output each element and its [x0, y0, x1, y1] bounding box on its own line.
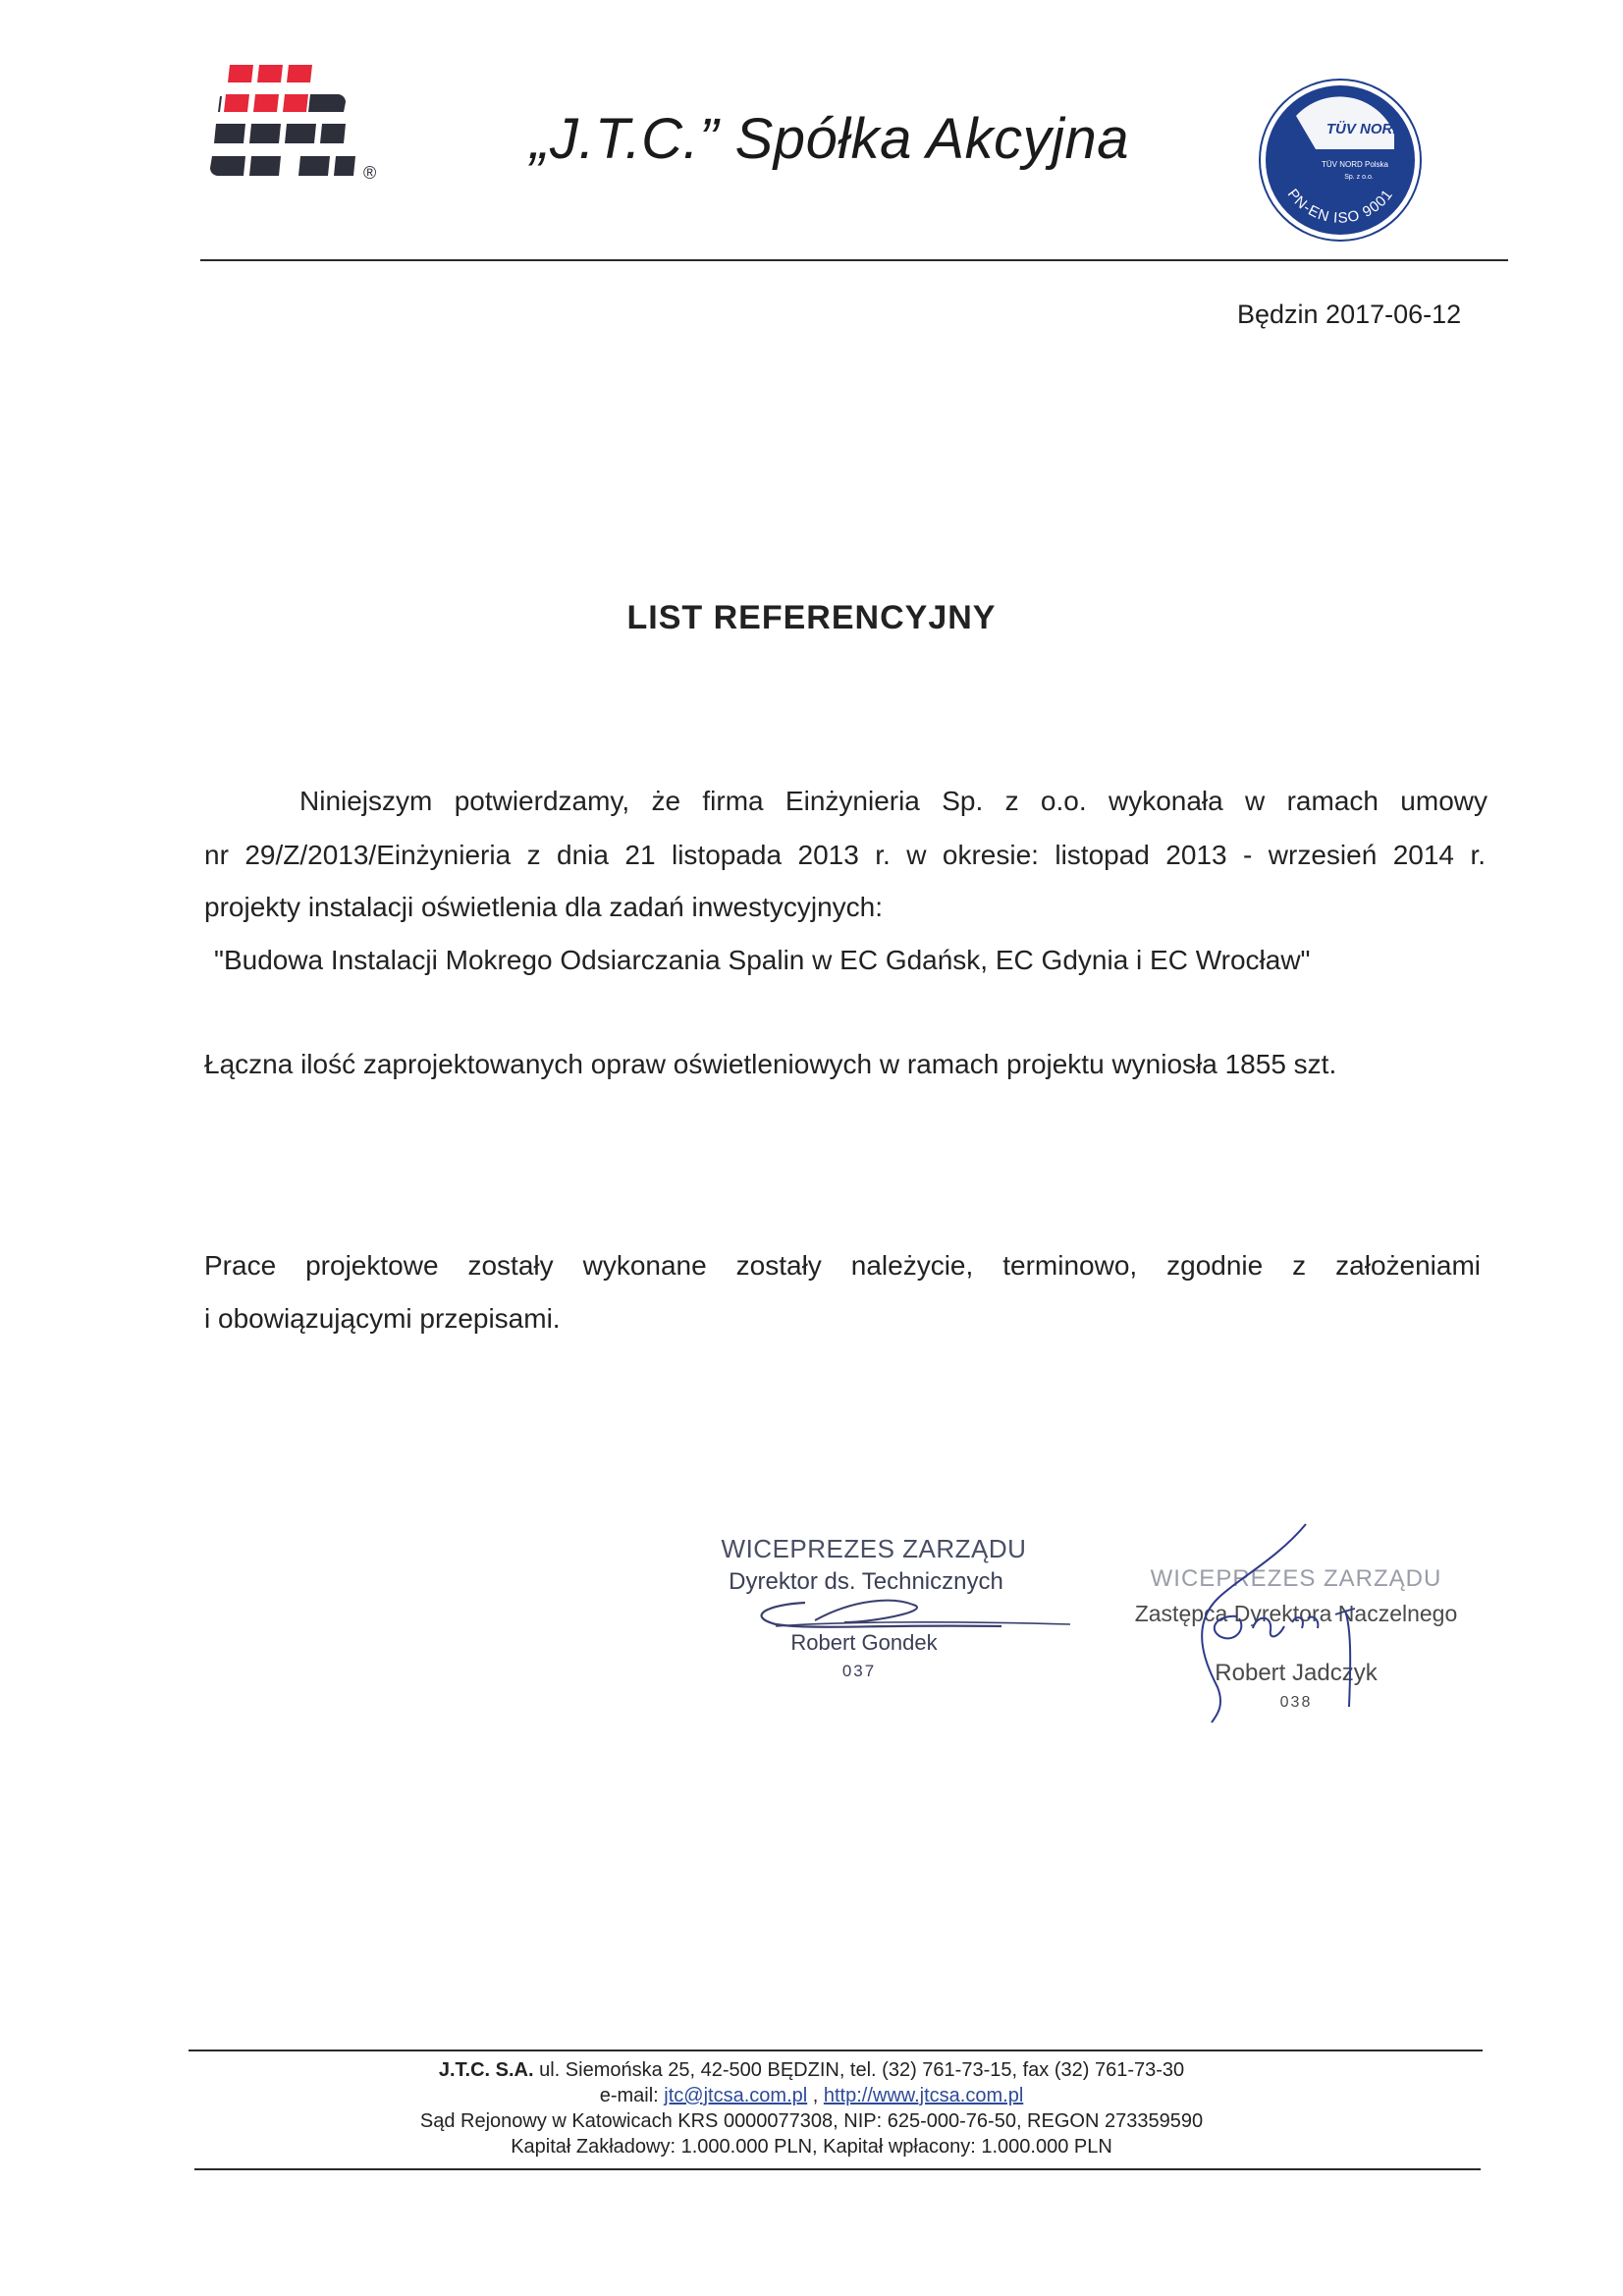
body-paragraph-1-line-3: projekty instalacji oświetlenia dla zadań inwestycyjnych:: [204, 892, 884, 922]
company-name: „J.T.C.” Spółka Akcyjna: [530, 107, 1129, 171]
footer-contact-line: [0, 2085, 1623, 2107]
company-logo: [208, 63, 395, 200]
signature-2-name: Robert Jadczyk: [1215, 1660, 1378, 1686]
logo-red-blocks: [224, 65, 312, 112]
seal-sub: TÜV NORD Polska: [1321, 160, 1389, 169]
handwritten-signature-2: [1109, 1520, 1404, 1736]
footer-website-link[interactable]: http://www.jtcsa.com.pl: [823, 2085, 1024, 2106]
document-title: LIST REFERENCYJNY: [626, 599, 997, 636]
date-place: Będzin 2017-06-12: [1237, 300, 1462, 329]
footer-company-abbr: J.T.C. S.A.: [438, 2059, 534, 2081]
body-project-name: "Budowa Instalacji Mokrego Odsiarczania Spalin w EC Gdańsk, EC Gdynia i EC Wrocław": [214, 945, 1311, 975]
seal-standard: PN-EN ISO 9001: [1283, 186, 1397, 227]
body-paragraph-1-line-1: Niniejszym potwierdzamy, że firma Einżynieria Sp. z o.o. wykonała w ramach umowy: [299, 786, 1488, 816]
signature-1-number: 037: [841, 1662, 877, 1680]
footer-address-line: [0, 2059, 1623, 2082]
handwritten-signature-1: [746, 1581, 1080, 1669]
signature-2-position: Zastępca Dyrektora Naczelnego: [1134, 1601, 1458, 1626]
footer-link-separator: ,: [807, 2085, 824, 2106]
signature-1-title: WICEPREZES ZARZĄDU: [721, 1534, 1027, 1563]
signature-2-number: 038: [1279, 1694, 1313, 1711]
footer-registry-line: Sąd Rejonowy w Katowicach KRS 0000077308, NIP: 625-000-76-50, REGON 273359590: [419, 2110, 1204, 2132]
body-paragraph-3-line-2: i obowiązującymi przepisami.: [204, 1303, 561, 1334]
signature-2-title: WICEPREZES ZARZĄDU: [1150, 1565, 1442, 1592]
header-divider: [200, 259, 1508, 261]
footer-divider-bottom: [194, 2168, 1481, 2170]
seal-brand: TÜV NORD: [1325, 121, 1404, 137]
body-paragraph-3-line-1: Prace projektowe zostały wykonane zostały należycie, terminowo, zgodnie z założeniami: [204, 1250, 1481, 1281]
footer-divider-top: [189, 2050, 1483, 2051]
body-paragraph-1-line-2: nr 29/Z/2013/Einżynieria z dnia 21 listopada 2013 r. w okresie: listopad 2013 - wrzesień 2014 r.: [204, 840, 1486, 870]
footer-address: ul. Siemońska 25, 42-500 BĘDZIN, tel. (32) 761-73-15, fax (32) 761-73-30: [533, 2059, 1185, 2081]
footer-email-link[interactable]: jtc@jtcsa.com.pl: [664, 2085, 808, 2106]
footer-capital-line: Kapitał Zakładowy: 1.000.000 PLN, Kapitał wpłacony: 1.000.000 PLN: [511, 2136, 1112, 2158]
signature-1-name: Robert Gondek: [790, 1630, 938, 1655]
signature-1-position: Dyrektor ds. Technicznych: [729, 1568, 1003, 1595]
registered-mark: ®: [363, 163, 377, 183]
footer-email-label: e-mail:: [599, 2085, 665, 2106]
body-paragraph-2: Łączna ilość zaprojektowanych opraw oświetleniowych w ramach projektu wyniosła 1855 szt.: [204, 1049, 1337, 1079]
tuv-nord-certification-seal: [1257, 77, 1424, 244]
seal-sub2: Sp. z o.o.: [1344, 174, 1374, 181]
